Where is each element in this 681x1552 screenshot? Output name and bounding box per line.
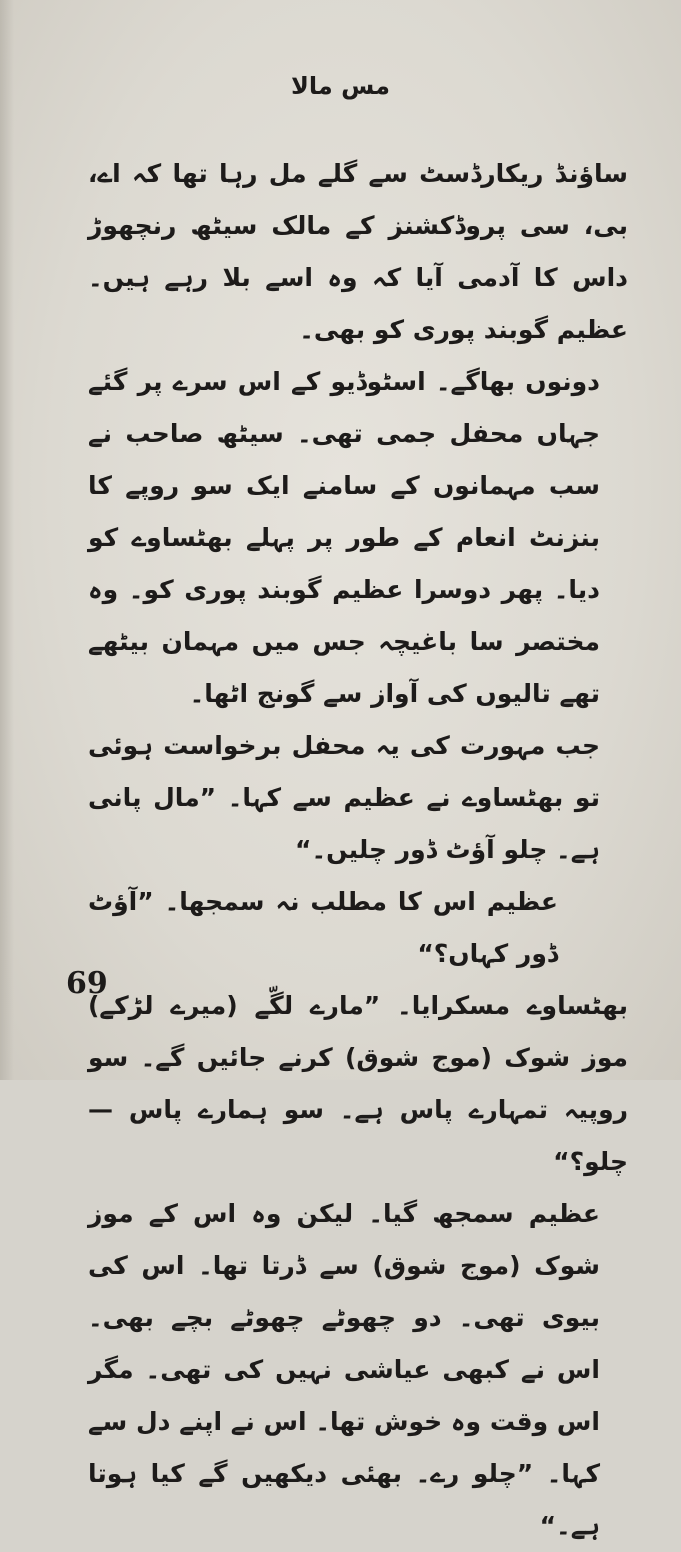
paragraph-1: ساؤنڈ ریکارڈسٹ سے گلے مل رہا تھا کہ اے، بی، سی پروڈکشنز کے مالک سیٹھ رنچھوڑ داس کا آدمی آیا کہ وہ اسے بلا رہے ہیں۔ عظیم گوبند پوری کو بھی۔ <box>88 159 628 344</box>
paragraph-3: جب مہورت کی یہ محفل برخواست ہوئی تو بھٹساوے نے عظیم سے کہا۔ ”مال پانی ہے۔ چلو آؤٹ ڈور چلیں۔“ <box>88 731 600 864</box>
running-header: مس مالا <box>291 72 390 100</box>
page-edge-shadow <box>0 0 14 1080</box>
paragraph-5: بھٹساوے مسکرایا۔ ”مارے لگّے (میرے لڑکے) موز شوک (موج شوق) کرنے جائیں گے۔ سو روپیہ تمہارے پاس ہے۔ سو ہمارے پاس — چلو؟“ <box>88 991 628 1176</box>
paragraph-4: عظیم اس کا مطلب نہ سمجھا۔ ”آؤٹ ڈور کہاں؟“ <box>88 887 558 968</box>
page-number: 69 <box>66 966 108 1001</box>
paragraph-6: عظیم سمجھ گیا۔ لیکن وہ اس کے موز شوک (موج شوق) سے ڈرتا تھا۔ اس کی بیوی تھی۔ دو چھوٹے چھوٹے بچے بھی۔ اس نے کبھی عیاشی نہیں کی تھی۔ مگر اس وقت وہ خوش تھا۔ اس نے اپنے دل سے کہا۔ ”چلو رے۔ بھئی دیکھیں گے کیا ہوتا ہے۔“ <box>88 1199 600 1540</box>
page-body-text <box>88 148 628 1552</box>
paragraph-2: دونوں بھاگے۔ اسٹوڈیو کے اس سرے پر گئے جہاں محفل جمی تھی۔ سیٹھ صاحب نے سب مہمانوں کے سامنے ایک سو روپے کا بنزنٹ انعام کے طور پر پہلے بھٹساوے کو دیا۔ پھر دوسرا عظیم گوبند پوری کو۔ وہ مختصر سا باغیچہ جس میں مہمان بیٹھے تھے تالیوں کی آواز سے گونج اٹھا۔ <box>88 367 600 708</box>
